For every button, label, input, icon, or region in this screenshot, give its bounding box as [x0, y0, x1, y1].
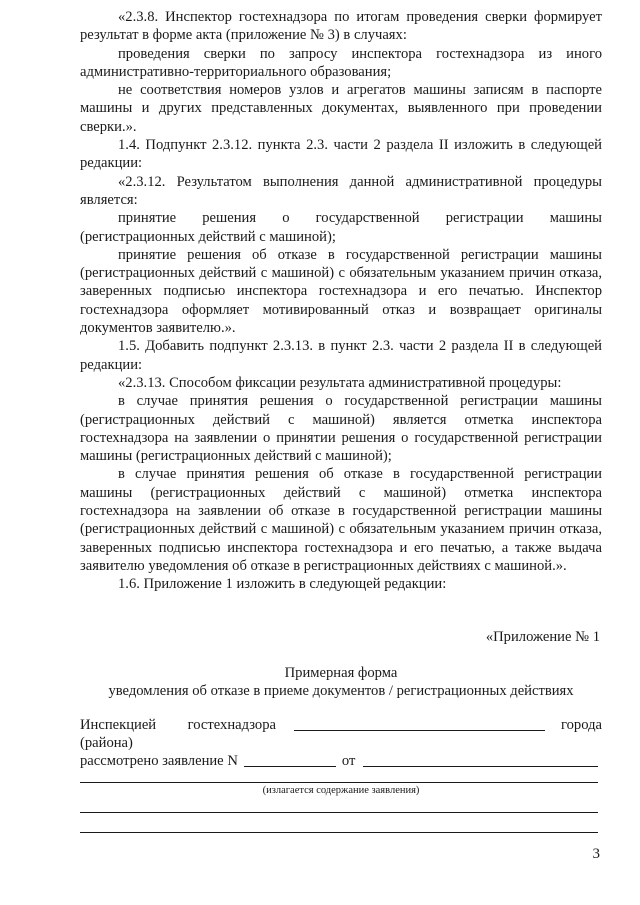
paragraph-2-3-8: «2.3.8. Инспектор гостехнадзора по итогам проведения сверки формирует результат в форме акта (приложение № 3) в случаях: — [80, 9, 602, 44]
form-subtitle: уведомления об отказе в приеме документов / регистрационных действиях — [108, 683, 574, 699]
word: принятие — [118, 210, 177, 227]
word: регистрации — [445, 210, 524, 227]
paragraph-sverka-request: проведения сверки по запросу инспектора гостехнадзора из иного административно-территориального образования; — [80, 45, 602, 80]
form-row-inspection — [80, 716, 602, 734]
page-number: 3 — [592, 846, 600, 862]
word: машины — [549, 210, 602, 227]
paragraph-2-3-13: «2.3.13. Способом фиксации результата административной процедуры: — [118, 374, 562, 391]
word: решения — [202, 210, 257, 227]
application-number-blank — [244, 766, 336, 767]
form-row-application — [80, 752, 602, 770]
paragraph-2-3-12: «2.3.12. Результатом выполнения данной административной процедуры является: — [80, 173, 602, 208]
paragraph-refusal-case: в случае принятия решения об отказе в государственной регистрации машины (регистрационных действий с машиной) отметка инспектора гостехнадзора на заявлении об отказе в государственной регистрации машины (регистрационных действий с машиной) с обязательным указанием причин отказа, заверенных подписью инспектора гостехнадзора и его печатью, а также выдача заявителю уведомления об отказе в регистрационных действиях с машиной.». — [80, 466, 602, 574]
word: о — [282, 210, 290, 227]
inspection-label — [80, 716, 276, 734]
content-line-1 — [80, 782, 598, 783]
paragraph-registration-case: в случае принятия решения о государственной регистрации машины (регистрационных действий с машиной) является отметка инспектора гостехнадзора на заявлении о принятии решения о государственной регистрации машины (регистрационных действий с машиной); — [80, 393, 602, 465]
paragraph-1-5: 1.5. Добавить подпункт 2.3.13. в пункт 2.3. части 2 раздела II в следующей редакции: — [80, 338, 602, 373]
city-label: города — [561, 717, 602, 733]
content-line-3 — [80, 832, 598, 833]
considered-label: рассмотрено заявление N — [80, 753, 238, 769]
inspection-word: Инспекцией — [80, 717, 157, 733]
from-label: от — [341, 753, 356, 769]
justified-line-decision — [80, 209, 602, 227]
content-line-2 — [80, 812, 598, 813]
inspection-blank-line — [294, 730, 545, 731]
paragraph-mismatch: не соответствия номеров узлов и агрегатов машины записям в паспорте машины и других представленных документах, выявленного при проведении сверки.». — [80, 82, 602, 135]
paragraph-1-6: 1.6. Приложение 1 изложить в следующей редакции: — [118, 576, 447, 593]
application-date-blank — [363, 766, 598, 767]
line-continuation: (регистрационных действий с машиной); — [80, 228, 336, 245]
gostechnadzor-word: гостехнадзора — [187, 717, 276, 733]
paragraph-1-4: 1.4. Подпункт 2.3.12. пункта 2.3. части 2 раздела II изложить в следующей редакции: — [80, 137, 602, 172]
form-title: Примерная форма — [284, 665, 398, 681]
content-note: (излагается содержание заявления) — [262, 785, 420, 796]
paragraph-refusal-decision: принятие решения об отказе в государственной регистрации машины (регистрационных действий с машиной) с обязательным указанием причин отказа, заверенных подписью инспектора гостехнадзора и его печатью. Инспектор гостехнадзора оформляет мотивированный отказ и возвращает оригиналы документов заявителю.». — [80, 246, 602, 337]
document-body — [80, 8, 602, 594]
word: государственной — [315, 210, 420, 227]
district-label: (района) — [80, 735, 133, 751]
appendix-reference: «Приложение № 1 — [485, 629, 600, 645]
